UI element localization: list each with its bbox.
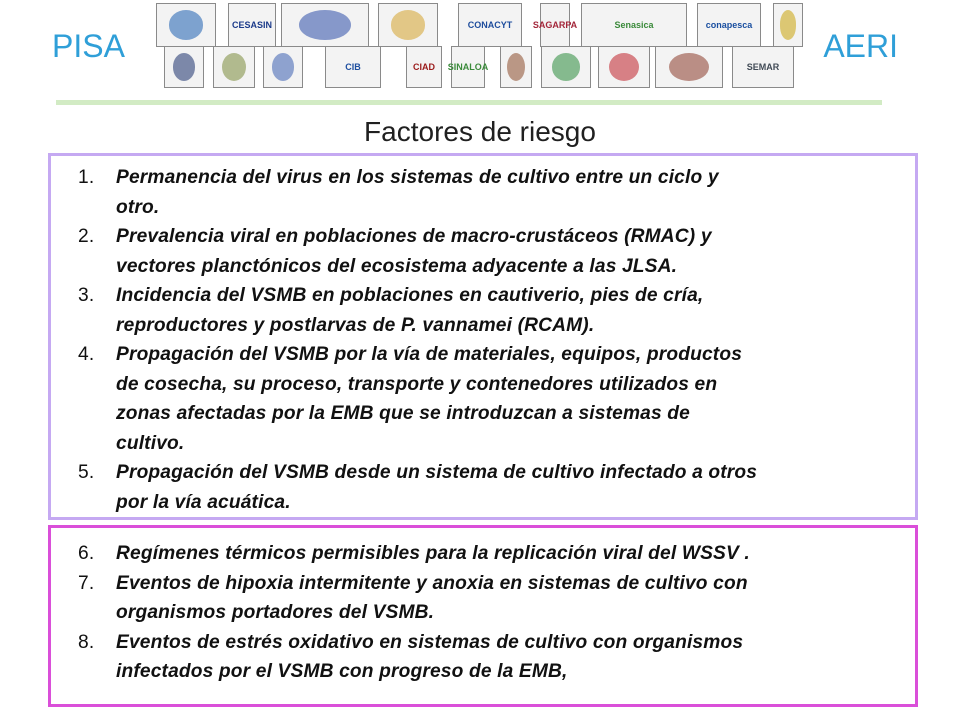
logo-wordmark: CESASIN	[231, 20, 272, 30]
item-text-line: zonas afectadas por la EMB que se introduzcan a sistemas de	[116, 403, 690, 424]
sinaloa-logo	[447, 46, 489, 88]
logo-emblem	[222, 53, 246, 81]
sagarpa-logo	[532, 3, 578, 47]
risk-factors-box-secondary	[48, 525, 918, 707]
logo-emblem	[609, 53, 639, 81]
logo-emblem	[552, 53, 581, 81]
state-seal-logo-1	[773, 3, 803, 47]
item-number: 2.	[78, 226, 95, 247]
item-text-line: de cosecha, su proceso, transporte y contenedores utilizados en	[116, 373, 718, 395]
conapesca-logo	[697, 3, 761, 47]
item-number: 6.	[78, 543, 95, 564]
institute-logo-4	[598, 46, 650, 88]
item-number: 5.	[78, 462, 95, 483]
institute-logo-2	[500, 46, 532, 88]
list-item	[51, 222, 915, 281]
state-seal-logo-3	[263, 46, 303, 88]
list-item	[51, 458, 915, 517]
cib-logo	[325, 46, 381, 88]
list-item	[51, 163, 915, 222]
aeri-label: AERI	[823, 28, 898, 64]
institute-logo-1	[156, 3, 216, 47]
slide-title: Factores de riesgo	[364, 116, 596, 147]
list-item	[51, 628, 915, 687]
item-text-line: por la vía acuática.	[116, 491, 291, 513]
item-text-line: Eventos de estrés oxidativo en sistemas de cultivo con organismos	[116, 631, 744, 653]
logo-wordmark: Senasica	[614, 20, 654, 30]
logo-wordmark: SINALOA	[447, 62, 489, 72]
header-divider	[56, 100, 882, 105]
ciad-logo	[406, 46, 442, 88]
item-text-line: organismos portadores del VSMB.	[116, 602, 435, 623]
cesasin-logo	[228, 3, 276, 47]
logo-wordmark: SEMAR	[746, 62, 780, 72]
comite-baja-california-sur-logo	[378, 3, 438, 47]
item-text-line: infectados por el VSMB con progreso de la EMB,	[116, 661, 568, 682]
item-number: 1.	[78, 167, 95, 188]
list-item	[51, 539, 915, 569]
logo-emblem	[299, 10, 351, 39]
logo-emblem	[272, 53, 295, 81]
state-seal-logo-2	[213, 46, 255, 88]
item-text-line: Propagación del VSMB desde un sistema de cultivo infectado a otros	[116, 462, 758, 483]
item-text-line: Permanencia del virus en los sistemas de cultivo entre un ciclo y	[116, 167, 719, 188]
logo-emblem	[507, 53, 525, 81]
logo-emblem	[391, 10, 426, 39]
item-text-line: Eventos de hipoxia intermitente y anoxia en sistemas de cultivo con	[116, 572, 748, 594]
logo-wordmark: CIAD	[413, 62, 435, 72]
institute-logo-3	[541, 46, 591, 88]
red-diagnostico-logo	[655, 46, 723, 88]
logo-wordmark: conapesca	[705, 20, 753, 30]
item-text-line: otro.	[116, 196, 160, 218]
list-item	[51, 281, 915, 340]
item-text-line: reproductores y postlarvas de P. vannamei (RCAM).	[116, 314, 595, 336]
item-number: 7.	[78, 572, 95, 594]
risk-factors-box-primary	[48, 153, 918, 520]
item-number: 3.	[78, 285, 95, 306]
logo-emblem	[169, 10, 204, 39]
item-text-line: Prevalencia viral en poblaciones de macro-crustáceos (RMAC) y	[116, 226, 712, 247]
comite-sanidad-logo	[281, 3, 369, 47]
item-number: 4.	[78, 344, 95, 365]
list-item	[51, 569, 915, 628]
list-item	[51, 340, 915, 458]
logo-emblem	[173, 53, 196, 81]
conacyt-logo	[458, 3, 522, 47]
logo-emblem	[780, 10, 797, 39]
logo-wordmark: SAGARPA	[532, 20, 578, 30]
item-number: 8.	[78, 631, 95, 653]
item-text-line: cultivo.	[116, 432, 185, 454]
item-text-line: Propagación del VSMB por la vía de materiales, equipos, productos	[116, 344, 743, 365]
logo-emblem	[669, 53, 709, 81]
pisa-label: PISA	[52, 28, 125, 64]
logo-wordmark: CIB	[345, 62, 361, 72]
item-text-line: vectores planctónicos del ecosistema adyacente a las JLSA.	[116, 255, 678, 277]
logo-wordmark: CONACYT	[467, 20, 513, 30]
item-text-line: Regímenes térmicos permisibles para la replicación viral del WSSV .	[116, 543, 750, 564]
item-text-line: Incidencia del VSMB en poblaciones en cautiverio, pies de cría,	[116, 285, 704, 306]
semar-logo	[732, 46, 794, 88]
unam-logo	[164, 46, 204, 88]
senasica-logo	[581, 3, 687, 47]
